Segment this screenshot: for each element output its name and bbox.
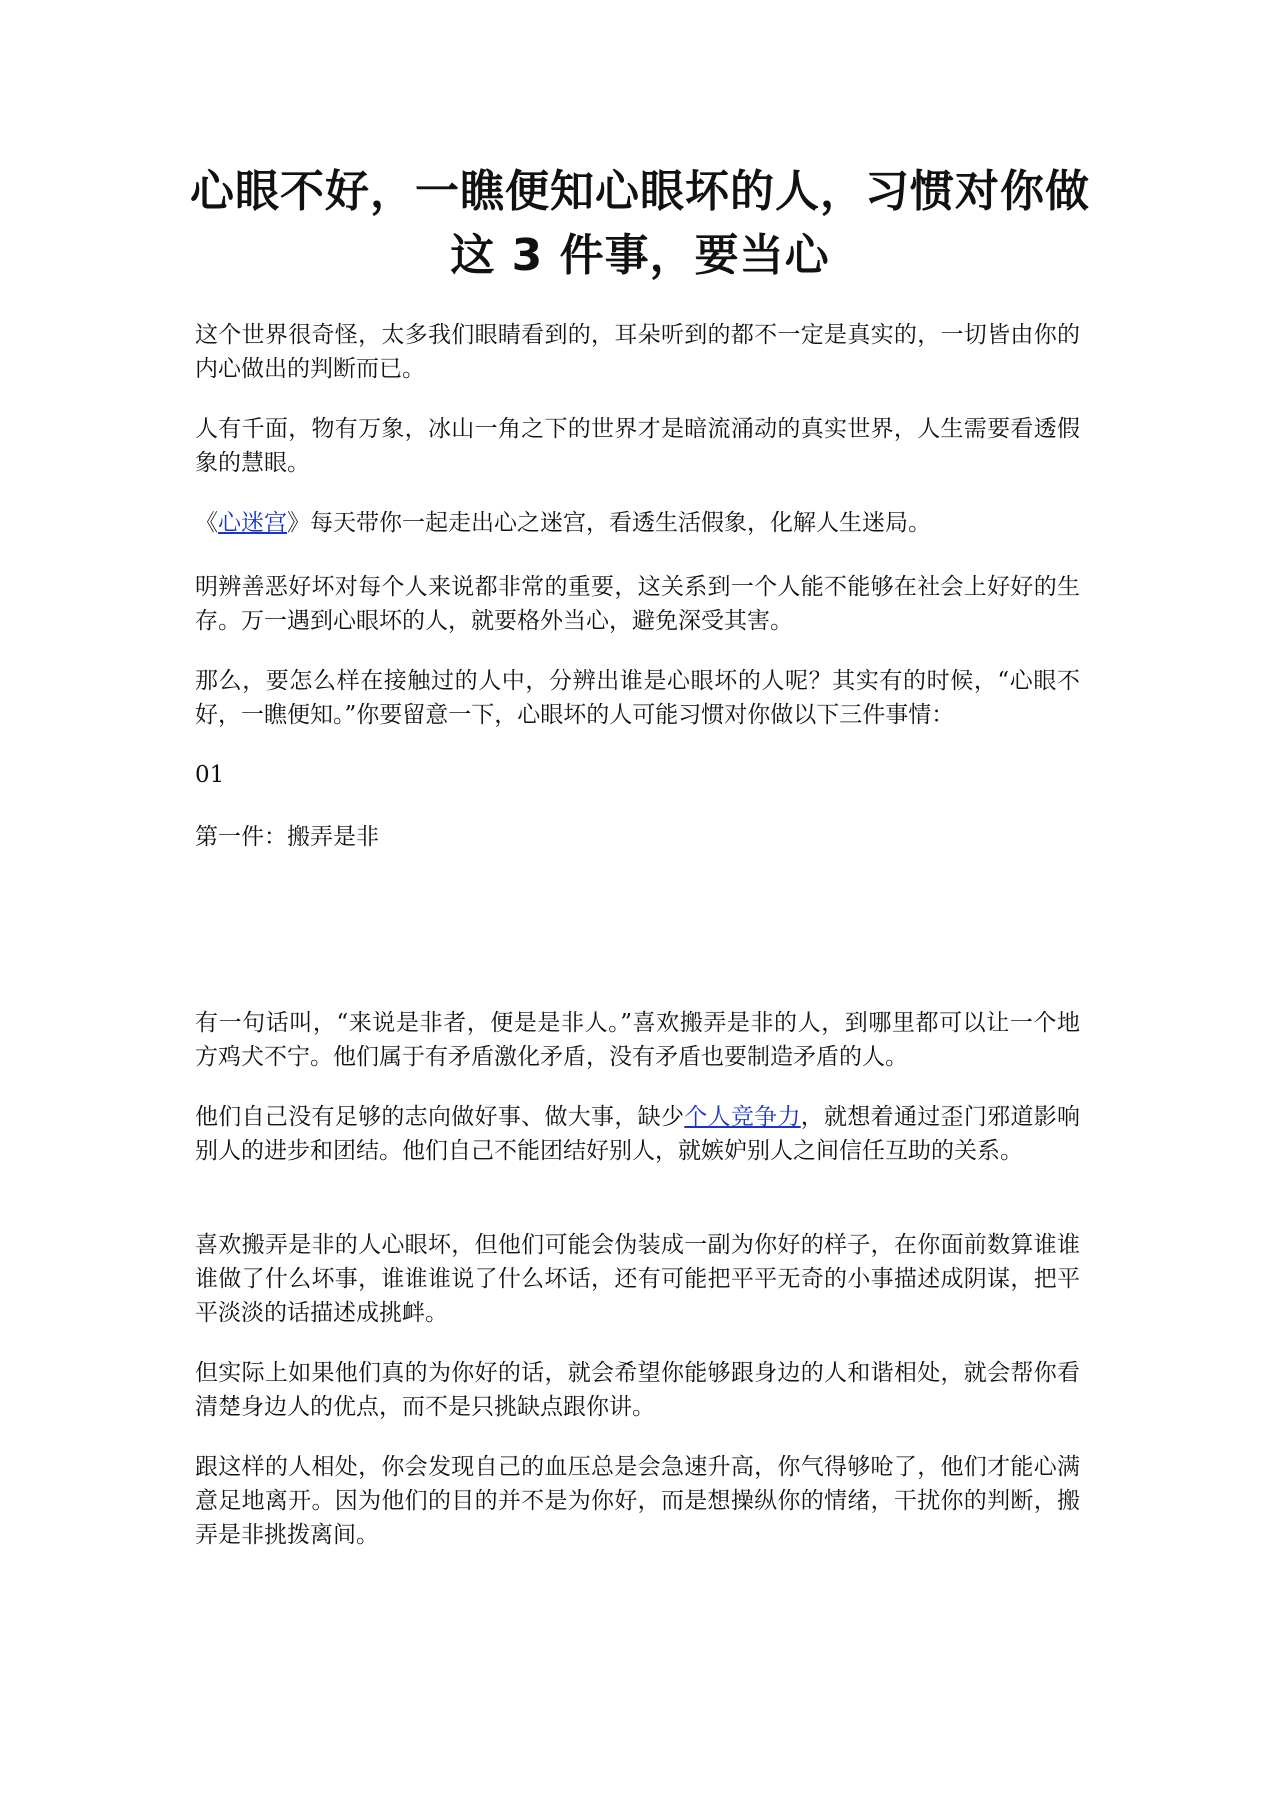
paragraph: 喜欢搬弄是非的人心眼坏，但他们可能会伪装成一副为你好的样子，在你面前数算谁谁谁做了什么坏事，谁谁谁说了什么坏话，还有可能把平平无奇的小事描述成阴谋，把平平淡淡的话描述成挑衅。 <box>195 1232 1080 1326</box>
paragraph-suffix: 》每天带你一起走出心之迷宫，看透生活假象，化解人生迷局。 <box>287 510 931 536</box>
paragraph <box>195 1100 1080 1168</box>
document-title: 心眼不好，一瞧便知心眼坏的人，习惯对你做这 3 件事，要当心 <box>190 166 1090 281</box>
paragraph: 人有千面，物有万象，冰山一角之下的世界才是暗流涌动的真实世界，人生需要看透假象的慧眼。 <box>195 416 1080 476</box>
paragraph: 有一句话叫，“来说是非者，便是是非人。”喜欢搬弄是非的人，到哪里都可以让一个地方鸡犬不宁。他们属于有矛盾激化矛盾，没有矛盾也要制造矛盾的人。 <box>195 1010 1080 1070</box>
link-personal-competitiveness[interactable]: 个人竞争力 <box>684 1104 801 1130</box>
paragraph: 明辨善恶好坏对每个人来说都非常的重要，这关系到一个人能不能够在社会上好好的生存。万一遇到心眼坏的人，就要格外当心，避免深受其害。 <box>195 574 1080 634</box>
section-number: 01 <box>195 762 225 788</box>
section-heading: 第一件：搬弄是非 <box>195 824 379 850</box>
paragraph-prefix: 他们自己没有足够的志向做好事、做大事，缺少 <box>195 1104 685 1130</box>
paragraph-prefix: 《 <box>195 510 218 536</box>
paragraph: 跟这样的人相处，你会发现自己的血压总是会急速升高，你气得够呛了，他们才能心满意足地离开。因为他们的目的并不是为你好，而是想操纵你的情绪，干扰你的判断，搬弄是非挑拨离间。 <box>195 1454 1080 1548</box>
paragraph-suffix: ，就想着通过歪门邪道影响别人的进步和团结。他们自己不能团结好别人，就嫉妒别人之间信任互助的关系。 <box>195 1104 1081 1164</box>
paragraph <box>195 506 1080 540</box>
link-xinmigong[interactable]: 心迷宫 <box>218 510 287 536</box>
paragraph: 那么，要怎么样在接触过的人中，分辨出谁是心眼坏的人呢？其实有的时候，“心眼不好，一瞧便知。”你要留意一下，心眼坏的人可能习惯对你做以下三件事情： <box>195 668 1080 728</box>
paragraph: 但实际上如果他们真的为你好的话，就会希望你能够跟身边的人和谐相处，就会帮你看清楚身边人的优点，而不是只挑缺点跟你讲。 <box>195 1360 1080 1420</box>
paragraph: 这个世界很奇怪，太多我们眼睛看到的，耳朵听到的都不一定是真实的，一切皆由你的内心做出的判断而已。 <box>195 322 1080 382</box>
